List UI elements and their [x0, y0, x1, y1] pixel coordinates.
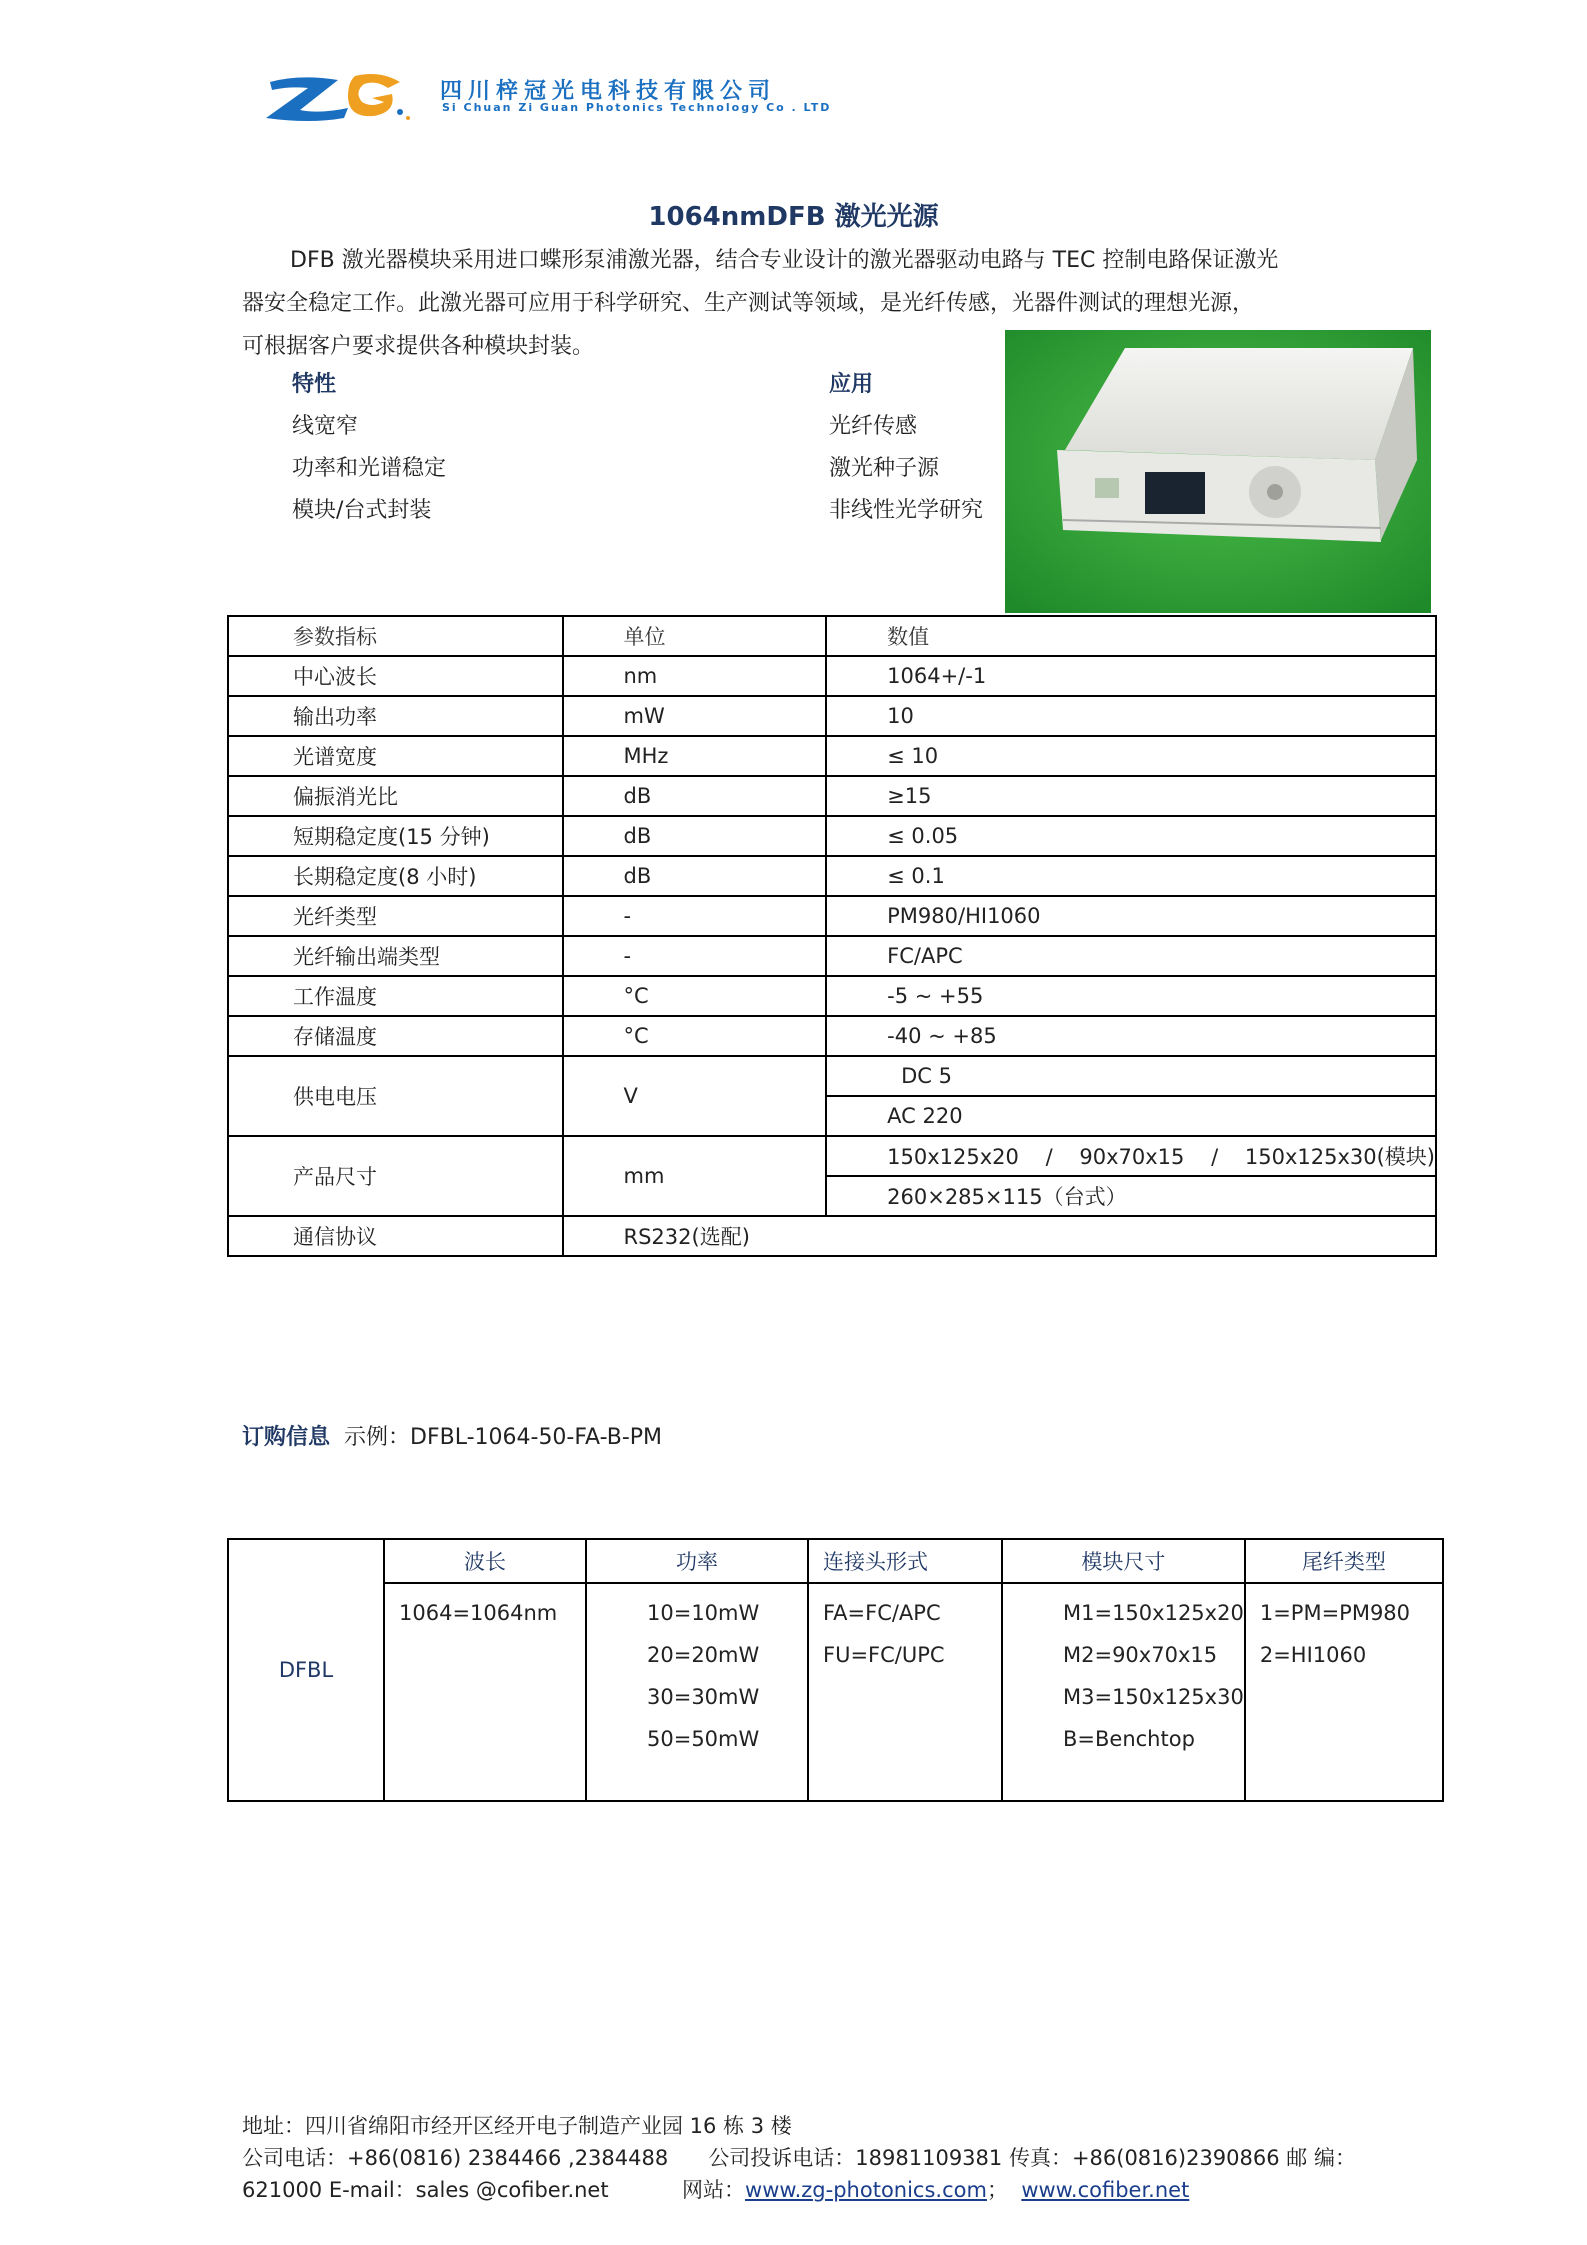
param-cell: 工作温度 — [228, 976, 563, 1016]
table-row — [228, 856, 1436, 896]
feature-item: 功率和光谱稳定 — [292, 456, 447, 481]
fiber-cell — [1245, 1583, 1443, 1801]
unit-cell: nm — [563, 656, 827, 696]
list-item: 1064=1064nm — [399, 1601, 558, 1625]
param-cell: 供电电压 — [228, 1056, 563, 1136]
table-row — [228, 936, 1436, 976]
product-photo — [1005, 330, 1431, 613]
feature-item: 线宽窄 — [292, 414, 359, 439]
unit-cell: MHz — [563, 736, 827, 776]
wavelength-cell — [384, 1583, 586, 1801]
table-row — [228, 976, 1436, 1016]
param-cell: 通信协议 — [228, 1216, 563, 1256]
intro-line-3: 可根据客户要求提供各种模块封装。 — [242, 334, 595, 359]
table-row — [228, 816, 1436, 856]
list-item: 1=PM=PM980 — [1259, 1601, 1411, 1625]
table-row — [228, 696, 1436, 736]
footer-contact-line — [242, 2174, 1189, 2204]
header-cell: 模块尺寸 — [1002, 1539, 1245, 1583]
order-table — [227, 1538, 1444, 1802]
table-row — [228, 1056, 1436, 1096]
table-row — [228, 776, 1436, 816]
connector-cell — [808, 1583, 1002, 1801]
param-cell: 偏振消光比 — [228, 776, 563, 816]
value-cell: ≤ 10 — [826, 736, 1436, 776]
param-cell: 光纤类型 — [228, 896, 563, 936]
table-row — [228, 1583, 1443, 1801]
zg-logo-icon — [260, 68, 420, 126]
param-cell: 存储温度 — [228, 1016, 563, 1056]
order-example: 示例：DFBL-1064-50-FA-B-PM — [344, 1425, 663, 1450]
list-item: FA=FC/APC — [823, 1601, 941, 1625]
header-cell: 连接头形式 — [808, 1539, 1002, 1583]
list-item: 50=50mW — [647, 1727, 760, 1751]
list-item: B=Benchtop — [1063, 1727, 1195, 1751]
unit-cell: V — [563, 1056, 827, 1136]
unit-cell: dB — [563, 776, 827, 816]
application-item: 激光种子源 — [829, 456, 940, 481]
footer-site-sep: ； — [986, 2178, 1008, 2202]
list-item: 2=HI1060 — [1259, 1643, 1367, 1667]
unit-cell: - — [563, 896, 827, 936]
footer-complaint: 公司投诉电话：18981109381 传真：+86(0816)2390866 邮 编： — [708, 2146, 1356, 2170]
param-cell: 光谱宽度 — [228, 736, 563, 776]
footer-zip-email: 621000 E-mail：sales @cofiber.net — [242, 2178, 609, 2202]
value-cell: ≤ 0.1 — [826, 856, 1436, 896]
header-cell: 波长 — [384, 1539, 586, 1583]
value-cell: RS232(选配) — [563, 1216, 1437, 1256]
param-cell: 长期稳定度(8 小时) — [228, 856, 563, 896]
value-cell: DC 5 — [826, 1056, 1436, 1096]
list-item: 20=20mW — [647, 1643, 760, 1667]
model-cell: DFBL — [228, 1539, 384, 1801]
module-cell — [1002, 1583, 1245, 1801]
website-link-1[interactable]: www.zg-photonics.com — [745, 2178, 987, 2202]
unit-cell: - — [563, 936, 827, 976]
list-item: M2=90x70x15 — [1063, 1643, 1218, 1667]
table-row — [228, 1016, 1436, 1056]
header-cell: 尾纤类型 — [1245, 1539, 1443, 1583]
footer-site-label: 网站： — [682, 2178, 746, 2202]
value-cell: 260×285×115（台式） — [826, 1176, 1436, 1216]
page-title: 1064nmDFB 激光光源 — [648, 202, 939, 232]
value-cell: ≥15 — [826, 776, 1436, 816]
intro-line-2: 器安全稳定工作。此激光器可应用于科学研究、生产测试等领域，是光纤传感，光器件测试的理想光源， — [242, 291, 1255, 316]
param-cell: 输出功率 — [228, 696, 563, 736]
value-cell: 1064+/-1 — [826, 656, 1436, 696]
table-header-row — [228, 1539, 1443, 1583]
value-cell: FC/APC — [826, 936, 1436, 976]
power-cell — [586, 1583, 808, 1801]
table-row — [228, 1136, 1436, 1176]
footer-phone-line — [242, 2142, 1356, 2172]
value-cell: ≤ 0.05 — [826, 816, 1436, 856]
unit-cell: °C — [563, 976, 827, 1016]
unit-cell: mm — [563, 1136, 827, 1216]
value-cell: AC 220 — [826, 1096, 1436, 1136]
value-cell: 150x125x20 / 90x70x15 / 150x125x30(模块) — [826, 1136, 1436, 1176]
spec-table — [227, 615, 1437, 1257]
param-cell: 短期稳定度(15 分钟) — [228, 816, 563, 856]
value-cell: -40 ~ +85 — [826, 1016, 1436, 1056]
table-row — [228, 736, 1436, 776]
company-name-cn: 四川梓冠光电科技有限公司 — [440, 79, 777, 104]
footer-address: 地址：四川省绵阳市经开区经开电子制造产业园 16 栋 3 楼 — [242, 2114, 792, 2138]
footer-phone: 公司电话：+86(0816) 2384466 ,2384488 — [242, 2146, 669, 2170]
param-cell: 中心波长 — [228, 656, 563, 696]
application-item: 光纤传感 — [829, 414, 918, 439]
header-cell: 功率 — [586, 1539, 808, 1583]
header-cell: 单位 — [563, 616, 827, 656]
header-cell: 数值 — [826, 616, 1436, 656]
company-name-en: Si Chuan Zi Guan Photonics Technology Co . LTD — [442, 101, 832, 114]
order-info-label: 订购信息 — [242, 1425, 331, 1450]
website-link-2[interactable]: www.cofiber.net — [1021, 2178, 1190, 2202]
unit-cell: dB — [563, 856, 827, 896]
param-cell: 产品尺寸 — [228, 1136, 563, 1216]
table-row — [228, 656, 1436, 696]
applications-heading: 应用 — [829, 372, 874, 397]
table-header-row — [228, 616, 1436, 656]
list-item: FU=FC/UPC — [823, 1643, 945, 1667]
order-info — [242, 1420, 662, 1451]
list-item: 30=30mW — [647, 1685, 760, 1709]
param-cell: 光纤输出端类型 — [228, 936, 563, 976]
table-row — [228, 1216, 1436, 1256]
unit-cell: °C — [563, 1016, 827, 1056]
unit-cell: dB — [563, 816, 827, 856]
header-cell: 参数指标 — [228, 616, 563, 656]
application-item: 非线性光学研究 — [829, 498, 984, 523]
intro-line-1: DFB 激光器模块采用进口蝶形泵浦激光器，结合专业设计的激光器驱动电路与 TEC 控制电路保证激光 — [290, 248, 1279, 273]
features-heading: 特性 — [292, 372, 337, 397]
table-row — [228, 896, 1436, 936]
list-item: M1=150x125x20 — [1063, 1601, 1244, 1625]
list-item: 10=10mW — [647, 1601, 760, 1625]
unit-cell: mW — [563, 696, 827, 736]
value-cell: 10 — [826, 696, 1436, 736]
value-cell: PM980/HI1060 — [826, 896, 1436, 936]
feature-item: 模块/台式封装 — [292, 498, 432, 523]
list-item: M3=150x125x30 — [1063, 1685, 1244, 1709]
value-cell: -5 ~ +55 — [826, 976, 1436, 1016]
